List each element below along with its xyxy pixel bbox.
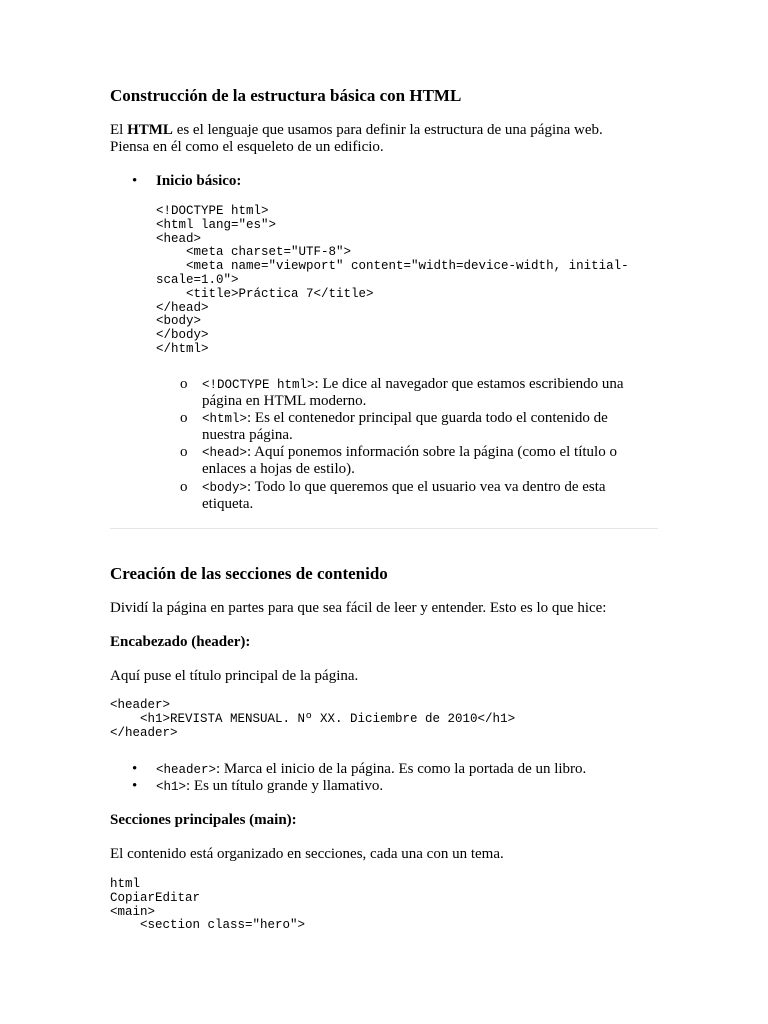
intro-text-pre: El [110, 122, 128, 138]
sub-item-text-line2: nuestra página. [202, 427, 293, 443]
sub-item-code: <!DOCTYPE html> [202, 378, 315, 392]
bullet-marker: • [132, 761, 138, 777]
sub-marker: o [180, 444, 188, 460]
sub-marker: o [180, 410, 188, 426]
list-item-code: <header> [156, 763, 217, 777]
list-item-text: : Marca el inicio de la página. Es como la portada de un libro. [216, 761, 587, 777]
list-item-text: : Es un título grande y llamativo. [186, 778, 384, 794]
sub-item-text-line2: enlaces a hojas de estilo). [202, 461, 355, 477]
list-item-code: <h1> [156, 780, 187, 794]
intro-bold-html: HTML [127, 122, 173, 138]
code-block-basic: <!DOCTYPE html> <html lang="es"> <head> <meta charset="UTF-8"> <meta name="viewport" content="width=device-width, initial- scale=1.0"> <title>Práctica 7</title> </head> <body> </body> </html> [156, 204, 629, 356]
sub-item-text: : Le dice al navegador que estamos escribiendo una [314, 376, 624, 392]
code-block-main: html CopiarEditar <main> <section class="hero"> [110, 877, 306, 933]
heading-header: Encabezado (header): [110, 634, 251, 650]
sub-marker: o [180, 376, 188, 392]
bullet-marker: • [132, 778, 138, 794]
sub-item-text: : Todo lo que queremos que el usuario vea va dentro de esta [247, 479, 606, 495]
intro-paragraph-line2: Piensa en él como el esqueleto de un edificio. [110, 139, 384, 155]
sub-item-text-line2: página en HTML moderno. [202, 393, 367, 409]
section-divider [110, 528, 658, 529]
heading-main: Secciones principales (main): [110, 812, 297, 828]
sub-item-text-line2: etiqueta. [202, 496, 254, 512]
header-description: Aquí puse el título principal de la página. [110, 668, 359, 684]
sub-marker: o [180, 479, 188, 495]
sub-item-code: <head> [202, 446, 248, 460]
sub-item-code: <html> [202, 412, 248, 426]
sub-item-text: : Es el contenedor principal que guarda todo el contenido de [247, 410, 608, 426]
main-description: El contenido está organizado en secciones, cada una con un tema. [110, 846, 504, 862]
bullet-marker: • [132, 173, 138, 189]
intro-text-post: es el lenguaje que usamos para definir la estructura de una página web. [172, 122, 603, 138]
section-title-estructura: Construcción de la estructura básica con HTML [110, 86, 462, 105]
bullet-inicio-basico: Inicio básico: [156, 173, 242, 189]
intro-paragraph [110, 122, 658, 139]
code-block-header: <header> <h1>REVISTA MENSUAL. Nº XX. Diciembre de 2010</h1> </header> [110, 698, 516, 740]
secciones-intro: Dividí la página en partes para que sea fácil de leer y entender. Esto es lo que hice: [110, 600, 607, 616]
sub-item-code: <body> [202, 481, 248, 495]
sub-item-text: : Aquí ponemos información sobre la página (como el título o [247, 444, 617, 460]
section-title-secciones: Creación de las secciones de contenido [110, 564, 388, 583]
